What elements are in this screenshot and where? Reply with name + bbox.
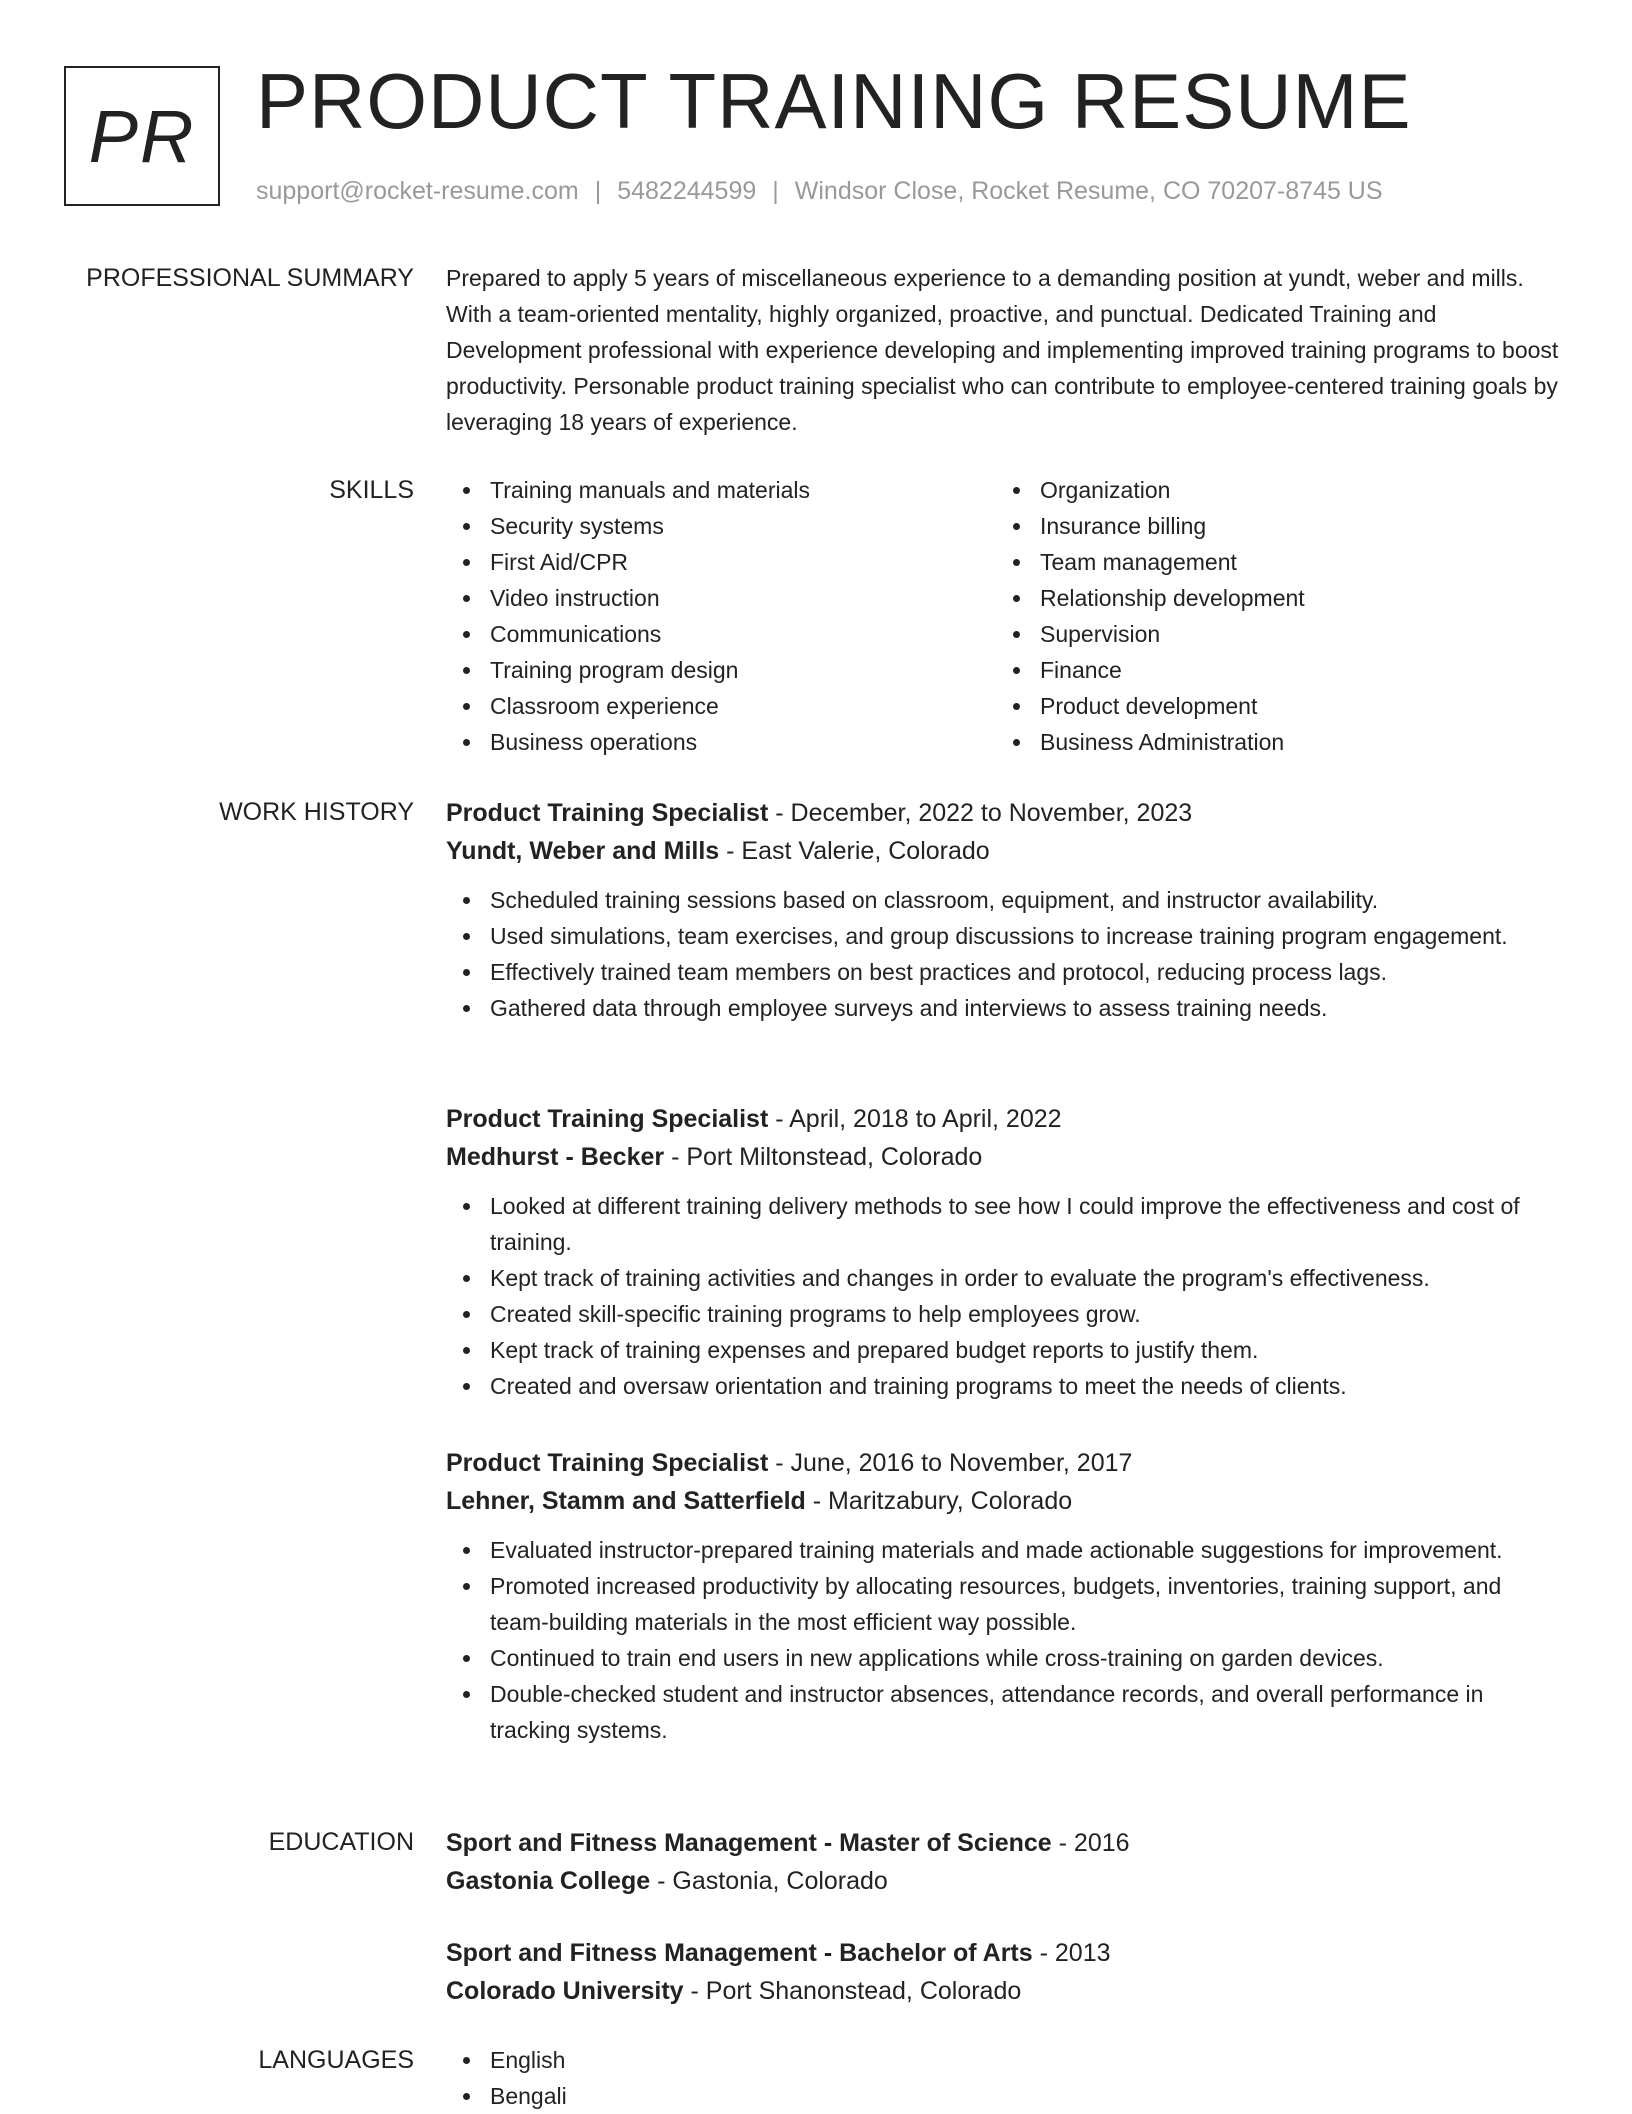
section-title-work-history: WORK HISTORY [219, 798, 414, 826]
summary-body [446, 260, 1566, 440]
skill-item: Finance [996, 652, 1546, 688]
job-bullet: Double-checked student and instructor absences, attendance records, and overall performance in tracking systems. [446, 1676, 1566, 1748]
skills-column-right [996, 472, 1546, 760]
education-school: Colorado University [446, 1977, 684, 2005]
skill-item: Training program design [446, 652, 996, 688]
education-entry [446, 1934, 1566, 2010]
job-bullet: Effectively trained team members on best practices and protocol, reducing process lags. [446, 954, 1566, 990]
job-title-line [446, 1444, 1566, 1482]
job-bullet: Scheduled training sessions based on classroom, equipment, and instructor availability. [446, 882, 1566, 918]
monogram-logo: PR [64, 66, 220, 206]
resume-title: PRODUCT TRAINING RESUME [256, 57, 1412, 145]
job-company: Yundt, Weber and Mills [446, 837, 720, 865]
skill-item: Classroom experience [446, 688, 996, 724]
skill-item: Organization [996, 472, 1546, 508]
job-bullet: Kept track of training expenses and prepared budget reports to justify them. [446, 1332, 1566, 1368]
contact-email: support@rocket-resume.com [256, 177, 579, 205]
section-title-skills: SKILLS [329, 476, 414, 504]
language-item: Bengali [446, 2078, 1566, 2114]
contact-separator: | [594, 177, 602, 205]
job-bullet: Kept track of training activities and changes in order to evaluate the program's effectiveness. [446, 1260, 1566, 1296]
education-degree: Sport and Fitness Management - Master of Science [446, 1829, 1052, 1857]
contact-phone: 5482244599 [617, 177, 757, 205]
education-year: - 2013 [1032, 1939, 1111, 1967]
education-entry [446, 1824, 1566, 1900]
language-item: English [446, 2042, 1566, 2078]
job-location: - Port Miltonstead, Colorado [664, 1143, 983, 1171]
job-bullet: Continued to train end users in new applications while cross-training on garden devices. [446, 1640, 1566, 1676]
skill-item: Video instruction [446, 580, 996, 616]
education-location: - Gastonia, Colorado [650, 1867, 888, 1895]
section-title-education: EDUCATION [268, 1828, 414, 1856]
job-entry [446, 794, 1566, 1026]
skill-item: First Aid/CPR [446, 544, 996, 580]
education-school-line [446, 1972, 1566, 2010]
job-title-line [446, 794, 1566, 832]
skill-item: Relationship development [996, 580, 1546, 616]
job-bullet: Gathered data through employee surveys and interviews to assess training needs. [446, 990, 1566, 1026]
skill-item: Supervision [996, 616, 1546, 652]
section-title-summary: PROFESSIONAL SUMMARY [86, 264, 414, 292]
skill-item: Team management [996, 544, 1546, 580]
job-bullet: Created and oversaw orientation and training programs to meet the needs of clients. [446, 1368, 1566, 1404]
job-location: - East Valerie, Colorado [719, 837, 990, 865]
education-school: Gastonia College [446, 1867, 651, 1895]
job-role: Product Training Specialist [446, 1105, 769, 1133]
job-bullets [446, 1188, 1566, 1404]
contact-separator: | [772, 177, 779, 205]
job-title-line [446, 1100, 1566, 1138]
languages-body [446, 2042, 1566, 2114]
job-bullet: Created skill-specific training programs to help employees grow. [446, 1296, 1566, 1332]
job-role: Product Training Specialist [446, 799, 769, 827]
job-bullets [446, 882, 1566, 1026]
skill-item: Business operations [446, 724, 996, 760]
education-degree-line [446, 1824, 1566, 1862]
skills-column-left [446, 472, 996, 760]
job-role: Product Training Specialist [446, 1449, 769, 1477]
skill-item: Business Administration [996, 724, 1546, 760]
languages-list [446, 2042, 1566, 2114]
education-school-line [446, 1862, 1566, 1900]
skill-item: Insurance billing [996, 508, 1546, 544]
job-dates: - April, 2018 to April, 2022 [768, 1105, 1062, 1133]
job-bullet: Used simulations, team exercises, and group discussions to increase training program engagement. [446, 918, 1566, 954]
job-entry [446, 1100, 1566, 1404]
job-bullet: Evaluated instructor-prepared training materials and made actionable suggestions for improvement. [446, 1532, 1566, 1568]
education-year: - 2016 [1051, 1829, 1130, 1857]
skill-item: Security systems [446, 508, 996, 544]
job-company-line [446, 832, 1566, 870]
job-dates: - December, 2022 to November, 2023 [768, 799, 1193, 827]
job-company: Lehner, Stamm and Satterfield [446, 1487, 806, 1515]
skill-item: Communications [446, 616, 996, 652]
job-bullet: Promoted increased productivity by allocating resources, budgets, inventories, training support, and team-building materials in the most efficient way possible. [446, 1568, 1566, 1640]
contact-line [256, 174, 1383, 208]
education-location: - Port Shanonstead, Colorado [683, 1977, 1022, 2005]
summary-text: Prepared to apply 5 years of miscellaneous experience to a demanding position at yundt, weber and mills. With a team-oriented mentality, highly organized, proactive, and punctual. Dedicated Training and Development professional with experience developing and implementing improved training programs to boost productivity. Personable product training specialist who can contribute to employee-centered training goals by leveraging 18 years of experience. [446, 265, 1559, 435]
skill-item: Training manuals and materials [446, 472, 996, 508]
job-company: Medhurst - Becker [446, 1143, 665, 1171]
skill-item: Product development [996, 688, 1546, 724]
skills-list [446, 472, 1566, 760]
job-bullet: Looked at different training delivery methods to see how I could improve the effectiveness and cost of training. [446, 1188, 1566, 1260]
job-location: - Maritzabury, Colorado [805, 1487, 1073, 1515]
job-bullets [446, 1532, 1566, 1748]
contact-address: Windsor Close, Rocket Resume, CO 70207-8745 US [794, 177, 1383, 205]
job-entry [446, 1444, 1566, 1748]
section-title-languages: LANGUAGES [258, 2046, 414, 2074]
education-degree-line [446, 1934, 1566, 1972]
job-company-line [446, 1138, 1566, 1176]
education-degree: Sport and Fitness Management - Bachelor of Arts [446, 1939, 1033, 1967]
job-company-line [446, 1482, 1566, 1520]
job-dates: - June, 2016 to November, 2017 [768, 1449, 1133, 1477]
